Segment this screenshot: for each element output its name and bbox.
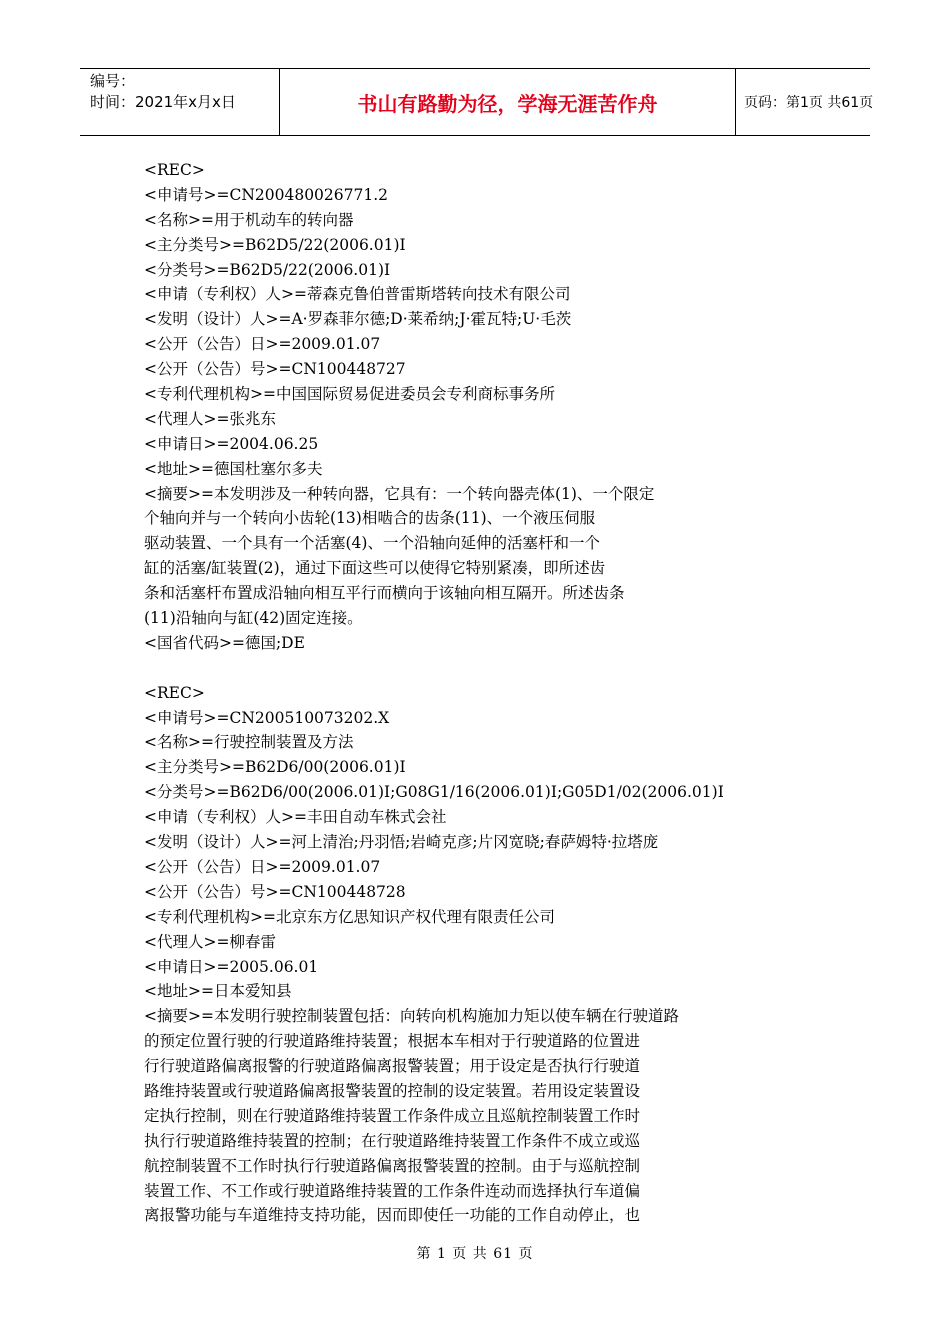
record-line: <发明（设计）人>=河上清治;丹羽悟;岩崎克彦;片冈宽晓;春萨姆特·拉塔庞 (144, 833, 659, 852)
record-line: <代理人>=柳春雷 (144, 932, 276, 951)
record-line: <分类号>=B62D6/00(2006.01)I;G08G1/16(2006.01)I;G05D1/02(2006.01)I (144, 783, 724, 802)
document-number-label: 编号： (90, 72, 136, 90)
record-line: 装置工作、不工作或行驶道路维持装置的工作条件连动而选择执行车道偏 (144, 1181, 641, 1200)
header-motto: 书山有路勤为径，学海无涯苦作舟 (280, 69, 736, 135)
record-line: <主分类号>=B62D5/22(2006.01)I (144, 235, 406, 254)
header-meta (80, 69, 280, 135)
record-line: <地址>=德国杜塞尔多夫 (144, 459, 323, 478)
record-line: <公开（公告）号>=CN100448728 (144, 882, 406, 901)
record-block (144, 158, 724, 656)
document-date: 时间：2021年x月x日 (90, 93, 236, 111)
record-line: <名称>=行驶控制装置及方法 (144, 733, 354, 752)
record-line: 路维持装置或行驶道路偏离报警装置的控制的设定装置。若用设定装置设 (144, 1081, 641, 1100)
record-line: 行行驶道路偏离报警的行驶道路偏离报警装置；用于设定是否执行行驶道 (144, 1057, 641, 1076)
record-line: 执行行驶道路维持装置的控制；在行驶道路维持装置工作条件不成立或巡 (144, 1131, 641, 1150)
record-line: 离报警功能与车道维持支持功能，因而即使任一功能的工作自动停止，也 (144, 1206, 641, 1225)
record-line: <申请（专利权）人>=蒂森克鲁伯普雷斯塔转向技术有限公司 (144, 285, 571, 304)
record-line: <公开（公告）号>=CN100448727 (144, 360, 406, 379)
record-line: <摘要>=本发明行驶控制装置包括：向转向机构施加力矩以使车辆在行驶道路 (144, 1007, 679, 1026)
record-line: <申请日>=2004.06.25 (144, 434, 319, 453)
record-line: 个轴向并与一个转向小齿轮(13)相啮合的齿条(11)、一个液压伺服 (144, 509, 596, 528)
record-line: 定执行控制，则在行驶道路维持装置工作条件成立且巡航控制装置工作时 (144, 1106, 641, 1125)
header-page-info: 页码：第1页 共61页 (744, 95, 874, 111)
record-line: <分类号>=B62D5/22(2006.01)I (144, 260, 391, 279)
record-line: 缸的活塞/缸装置(2)，通过下面这些可以使得它特别紧凑，即所述齿 (144, 559, 606, 578)
record-line: <申请日>=2005.06.01 (144, 957, 319, 976)
record-line: 驱动装置、一个具有一个活塞(4)、一个沿轴向延伸的活塞杆和一个 (144, 534, 600, 553)
record-line: 条和活塞杆布置成沿轴向相互平行而横向于该轴向相互隔开。所述齿条 (144, 584, 625, 603)
record-line: <摘要>=本发明涉及一种转向器，它具有：一个转向器壳体(1)、一个限定 (144, 484, 655, 503)
page-header (80, 68, 874, 136)
record-line: 的预定位置行驶的行驶道路维持装置；根据本车相对于行驶道路的位置进 (144, 1032, 641, 1051)
record-line: <REC> (144, 161, 205, 179)
record-block (144, 681, 724, 1229)
record-line: <公开（公告）日>=2009.01.07 (144, 335, 381, 354)
record-line: <REC> (144, 683, 205, 702)
page-footer: 第 1 页 共 61 页 (416, 1246, 534, 1262)
record-line: <发明（设计）人>=A·罗森菲尔德;D·莱希纳;J·霍瓦特;U·毛茨 (144, 310, 572, 329)
record-line: <专利代理机构>=北京东方亿思知识产权代理有限责任公司 (144, 907, 555, 926)
record-line: <代理人>=张兆东 (144, 409, 276, 428)
record-line: <申请（专利权）人>=丰田自动车株式会社 (144, 808, 447, 827)
record-line: <专利代理机构>=中国国际贸易促进委员会专利商标事务所 (144, 385, 555, 404)
record-line: <申请号>=CN200510073202.X (144, 708, 390, 727)
record-line: <公开（公告）日>=2009.01.07 (144, 857, 381, 876)
record-line: <主分类号>=B62D6/00(2006.01)I (144, 758, 406, 777)
record-line: 航控制装置不工作时执行行驶道路偏离报警装置的控制。由于与巡航控制 (144, 1156, 641, 1175)
document-body (144, 158, 724, 1228)
record-line: (11)沿轴向与缸(42)固定连接。 (144, 609, 363, 628)
blank-line (144, 656, 724, 681)
record-line: <国省代码>=德国;DE (144, 633, 305, 652)
record-line: <地址>=日本爱知县 (144, 982, 292, 1001)
record-line: <名称>=用于机动车的转向器 (144, 210, 354, 229)
record-line: <申请号>=CN200480026771.2 (144, 185, 389, 204)
